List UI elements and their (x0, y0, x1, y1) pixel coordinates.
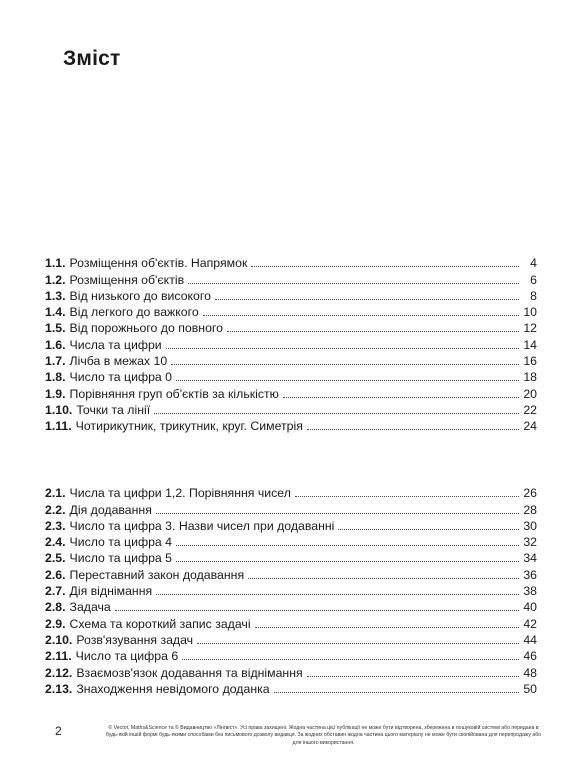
entry-title: Число та цифра 3. Назви чисел при додаванні (69, 518, 335, 533)
entry-number: 1.11. (45, 419, 72, 434)
toc-section-1 (45, 254, 537, 433)
entry-page: 10 (523, 305, 537, 320)
entry-page: 6 (530, 272, 537, 287)
entry-number: 1.9. (45, 386, 66, 401)
dot-leader (154, 413, 519, 414)
entry-page: 40 (523, 600, 537, 615)
entry-page: 12 (523, 321, 537, 336)
entry-page: 8 (530, 288, 537, 303)
dot-leader (166, 348, 519, 349)
entry-title: Число та цифра 5 (69, 551, 173, 566)
toc-entry[interactable] (45, 533, 537, 549)
entry-title: Переставний закон додавання (69, 567, 245, 582)
entry-number: 2.1. (45, 486, 66, 501)
toc-entry[interactable] (45, 663, 537, 679)
dot-leader (171, 364, 519, 365)
entry-title: Схема та короткий запис задачі (69, 616, 251, 631)
entry-title: Чотирикутник, трикутник, круг. Симетрія (75, 419, 303, 434)
entry-title: Точки та лінії (76, 402, 151, 417)
entry-number: 1.5. (45, 321, 66, 336)
toc-entry[interactable] (45, 254, 537, 270)
dot-leader (227, 331, 519, 332)
entry-page: 48 (523, 665, 537, 680)
dot-leader (156, 594, 519, 595)
dot-leader (203, 315, 519, 316)
dot-leader (115, 610, 519, 611)
entry-number: 2.13. (45, 681, 73, 696)
entry-title: Розв'язування задач (76, 632, 194, 647)
entry-page: 32 (523, 535, 537, 550)
toc-entry[interactable] (45, 303, 537, 319)
dot-leader (248, 578, 519, 579)
entry-page: 38 (523, 584, 537, 599)
toc-entry[interactable] (45, 384, 537, 400)
toc-entry[interactable] (45, 500, 537, 516)
entry-number: 1.1. (45, 256, 66, 271)
toc-entry[interactable] (45, 614, 537, 630)
toc-entry[interactable] (45, 565, 537, 581)
entry-page: 46 (523, 649, 537, 664)
entry-page: 44 (523, 632, 537, 647)
entry-title: Дія віднімання (69, 584, 153, 599)
dot-leader (215, 299, 519, 300)
dot-leader (338, 529, 519, 530)
toc-entry[interactable] (45, 598, 537, 614)
entry-page: 34 (523, 551, 537, 566)
toc-entry[interactable] (45, 582, 537, 598)
entry-title: Взаємозв'язок додавання та віднімання (76, 665, 303, 680)
toc-entry[interactable] (45, 270, 537, 286)
dot-leader (295, 496, 519, 497)
entry-number: 2.5. (45, 551, 66, 566)
toc-entry[interactable] (45, 335, 537, 351)
entry-title: Розміщення об'єктів (69, 272, 185, 287)
dot-leader (307, 676, 519, 677)
entry-title: Числа та цифри (69, 337, 162, 352)
entry-number: 1.6. (45, 337, 66, 352)
page-number: 2 (55, 724, 62, 738)
entry-page: 36 (523, 567, 537, 582)
toc-entry[interactable] (45, 368, 537, 384)
entry-page: 30 (523, 518, 537, 533)
entry-page: 14 (523, 337, 537, 352)
entry-title: Число та цифра 4 (69, 535, 173, 550)
toc-entry[interactable] (45, 631, 537, 647)
entry-number: 2.9. (45, 616, 66, 631)
dot-leader (255, 627, 519, 628)
entry-title: Знаходження невідомого доданка (76, 681, 270, 696)
entry-number: 1.3. (45, 288, 66, 303)
toc-entry[interactable] (45, 401, 537, 417)
entry-title: Порівняння груп об'єктів за кількістю (69, 386, 279, 401)
dot-leader (176, 545, 519, 546)
entry-title: Від порожнього до повного (69, 321, 223, 336)
entry-number: 1.10. (45, 402, 73, 417)
entry-number: 2.3. (45, 518, 66, 533)
entry-title: Лічба в межах 10 (69, 354, 168, 369)
dot-leader (283, 397, 519, 398)
entry-number: 2.7. (45, 584, 66, 599)
entry-title: Від низького до високого (69, 288, 211, 303)
toc-entry[interactable] (45, 352, 537, 368)
entry-number: 1.8. (45, 370, 66, 385)
dot-leader (274, 692, 519, 693)
entry-number: 2.10. (45, 632, 73, 647)
entry-title: Числа та цифри 1,2. Порівняння чисел (69, 486, 291, 501)
dot-leader (251, 266, 519, 267)
entry-title: Дія додавання (69, 502, 152, 517)
toc-entry[interactable] (45, 417, 537, 433)
toc-entry[interactable] (45, 319, 537, 335)
entry-page: 26 (523, 486, 537, 501)
entry-title: Число та цифра 0 (69, 370, 173, 385)
entry-page: 28 (523, 502, 537, 517)
entry-number: 2.4. (45, 535, 66, 550)
page-title: Зміст (63, 47, 121, 70)
toc-entry[interactable] (45, 287, 537, 303)
entry-number: 1.2. (45, 272, 66, 287)
entry-page: 18 (523, 370, 537, 385)
entry-number: 2.12. (45, 665, 73, 680)
entry-title: Задача (69, 600, 111, 615)
entry-title: Розміщення об'єктів. Напрямок (69, 256, 248, 271)
toc-entry[interactable] (45, 680, 537, 696)
dot-leader (182, 659, 519, 660)
dot-leader (176, 561, 519, 562)
entry-page: 42 (523, 616, 537, 631)
entry-page: 24 (523, 419, 537, 434)
entry-title: Від легкого до важкого (69, 305, 199, 320)
entry-page: 20 (523, 386, 537, 401)
entry-number: 1.7. (45, 354, 66, 369)
entry-page: 16 (523, 354, 537, 369)
entry-number: 2.6. (45, 567, 66, 582)
dot-leader (307, 429, 519, 430)
entry-title: Число та цифра 6 (75, 649, 179, 664)
entry-number: 2.8. (45, 600, 66, 615)
entry-page: 4 (530, 256, 537, 271)
entry-page: 22 (523, 402, 537, 417)
dot-leader (176, 380, 519, 381)
toc-entry[interactable] (45, 647, 537, 663)
entry-number: 2.11. (45, 649, 72, 664)
toc-entry[interactable] (45, 517, 537, 533)
dot-leader (188, 283, 519, 284)
dot-leader (197, 643, 519, 644)
toc-entry[interactable] (45, 484, 537, 500)
entry-number: 1.4. (45, 305, 66, 320)
copyright-notice: © Vector, Maths&Science та © Видавництво «Лінгвіст». Усі права захищені. Жодна частина цієї публікації не може бути відтворена, збережена в пошуковій системі або передана в будь-якій іншій формі будь-якими способами без письмового дозволу видавця. За жодних обставин жодна частина цього матеріалу не може бути скопійована для перепродажу або для іншого використання. (105, 725, 542, 746)
entry-page: 50 (523, 681, 537, 696)
toc-entry[interactable] (45, 549, 537, 565)
toc-section-2 (45, 484, 537, 696)
entry-number: 2.2. (45, 502, 66, 517)
dot-leader (156, 513, 519, 514)
